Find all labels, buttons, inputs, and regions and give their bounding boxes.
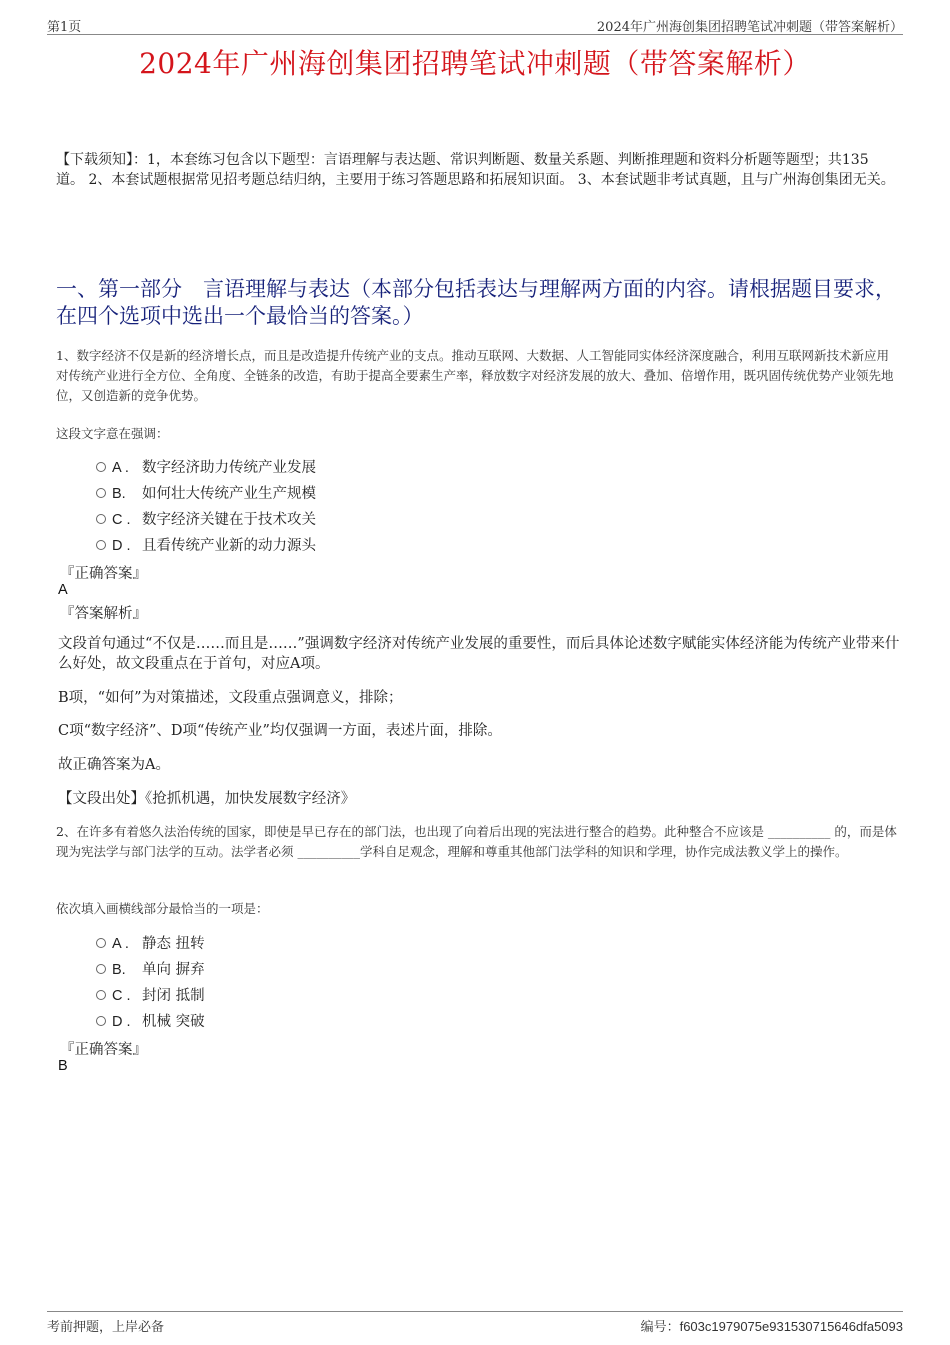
question-1-analysis-para: 故正确答案为A。	[58, 757, 170, 773]
option-letter: B.	[112, 486, 126, 502]
header-doc-title: 2024年广州海创集团招聘笔试冲刺题（带答案解析）	[596, 20, 903, 35]
question-2-option-c[interactable]	[96, 984, 205, 1004]
option-text: 数字经济关键在于技术攻关	[142, 512, 316, 528]
question-1-answer: A	[58, 582, 68, 598]
option-text: 机械 突破	[142, 1014, 205, 1030]
radio-icon[interactable]	[96, 462, 106, 472]
question-1-analysis-label: 『答案解析』	[60, 606, 147, 622]
option-letter: D .	[112, 1014, 131, 1030]
page-footer	[47, 1311, 903, 1338]
radio-icon[interactable]	[96, 964, 106, 974]
radio-icon[interactable]	[96, 488, 106, 498]
question-1-option-c[interactable]	[96, 508, 316, 528]
question-2-prompt: 依次填入画横线部分最恰当的一项是：	[56, 901, 269, 916]
radio-icon[interactable]	[96, 938, 106, 948]
question-2-option-d[interactable]	[96, 1010, 205, 1030]
option-letter: B.	[112, 962, 126, 978]
radio-icon[interactable]	[96, 540, 106, 550]
question-1-option-a[interactable]	[96, 456, 316, 476]
download-notice: 【下载须知】：1，本套练习包含以下题型：言语理解与表达题、常识判断题、数量关系题、判断推理题和资料分析题等题型；共135道。 2、本套试题根据常见招考题总结归纳，主要用于练习答题思路和拓展知识面。 3、本套试题非考试真题，且与广州海创集团无关。	[56, 152, 895, 188]
radio-icon[interactable]	[96, 990, 106, 1000]
option-letter: C .	[112, 988, 131, 1004]
option-text: 封闭 抵制	[142, 988, 205, 1004]
option-letter: A .	[112, 460, 129, 476]
question-1-analysis-para: C项“数字经济”、D项“传统产业”均仅强调一方面，表述片面，排除。	[58, 723, 502, 739]
question-2-option-b[interactable]	[96, 958, 205, 978]
document-title: 2024年广州海创集团招聘笔试冲刺题（带答案解析）	[139, 47, 811, 80]
option-text: 且看传统产业新的动力源头	[142, 538, 316, 554]
option-letter: C .	[112, 512, 131, 528]
section-heading: 一、第一部分 言语理解与表达（本部分包括表达与理解两方面的内容。请根据题目要求，在四个选项中选出一个最恰当的答案。）	[56, 277, 896, 328]
question-1-prompt: 这段文字意在强调：	[56, 426, 169, 441]
option-text: 单向 摒弃	[142, 962, 205, 978]
option-text: 静态 扭转	[142, 936, 205, 952]
question-2-answer-label: 『正确答案』	[60, 1042, 147, 1058]
option-letter: D .	[112, 538, 131, 554]
question-2-text: 2、在许多有着悠久法治传统的国家，即使是早已存在的部门法，也出现了向着后出现的宪法进行整合的趋势。此种整合不应该是 __________ 的，而是体现为宪法学与部门法学的互动。法学者必须 __________学科自足观念，理解和尊重其他部门法学科的知识和学理，协作完成法教义学上的操作。	[56, 824, 897, 859]
question-1-option-b[interactable]	[96, 482, 316, 502]
question-1-option-d[interactable]	[96, 534, 316, 554]
option-text: 数字经济助力传统产业发展	[142, 460, 316, 476]
page-number: 第1页	[47, 20, 82, 35]
question-1-analysis-para: 文段首句通过“不仅是……而且是……”强调数字经济对传统产业发展的重要性，而后具体论述数字赋能实体经济能为传统产业带来什么好处，故文段重点在于首句，对应A项。	[58, 636, 900, 672]
question-2-answer: B	[58, 1058, 68, 1074]
question-1-analysis-para: B项，“如何”为对策描述，文段重点强调意义，排除；	[58, 690, 403, 706]
option-letter: A .	[112, 936, 129, 952]
footer-slogan: 考前押题，上岸必备	[47, 1320, 165, 1335]
radio-icon[interactable]	[96, 514, 106, 524]
question-1-text: 1、数字经济不仅是新的经济增长点，而且是改造提升传统产业的支点。推动互联网、大数据、人工智能同实体经济深度融合，利用互联网新技术新应用对传统产业进行全方位、全角度、全链条的改造，有助于提高全要素生产率，释放数字对经济发展的放大、叠加、倍增作用，既巩固传统优势产业领先地位，又创造新的竞争优势。	[56, 348, 894, 403]
question-1-answer-label: 『正确答案』	[60, 566, 147, 582]
question-2-option-a[interactable]	[96, 932, 205, 952]
question-1-source: 【文段出处】《抢抓机遇，加快发展数字经济》	[58, 791, 356, 807]
page-header	[47, 14, 903, 35]
option-text: 如何壮大传统产业生产规模	[142, 486, 316, 502]
footer-doc-id: 编号：f603c1979075e931530715646dfa5093	[640, 1319, 903, 1334]
radio-icon[interactable]	[96, 1016, 106, 1026]
